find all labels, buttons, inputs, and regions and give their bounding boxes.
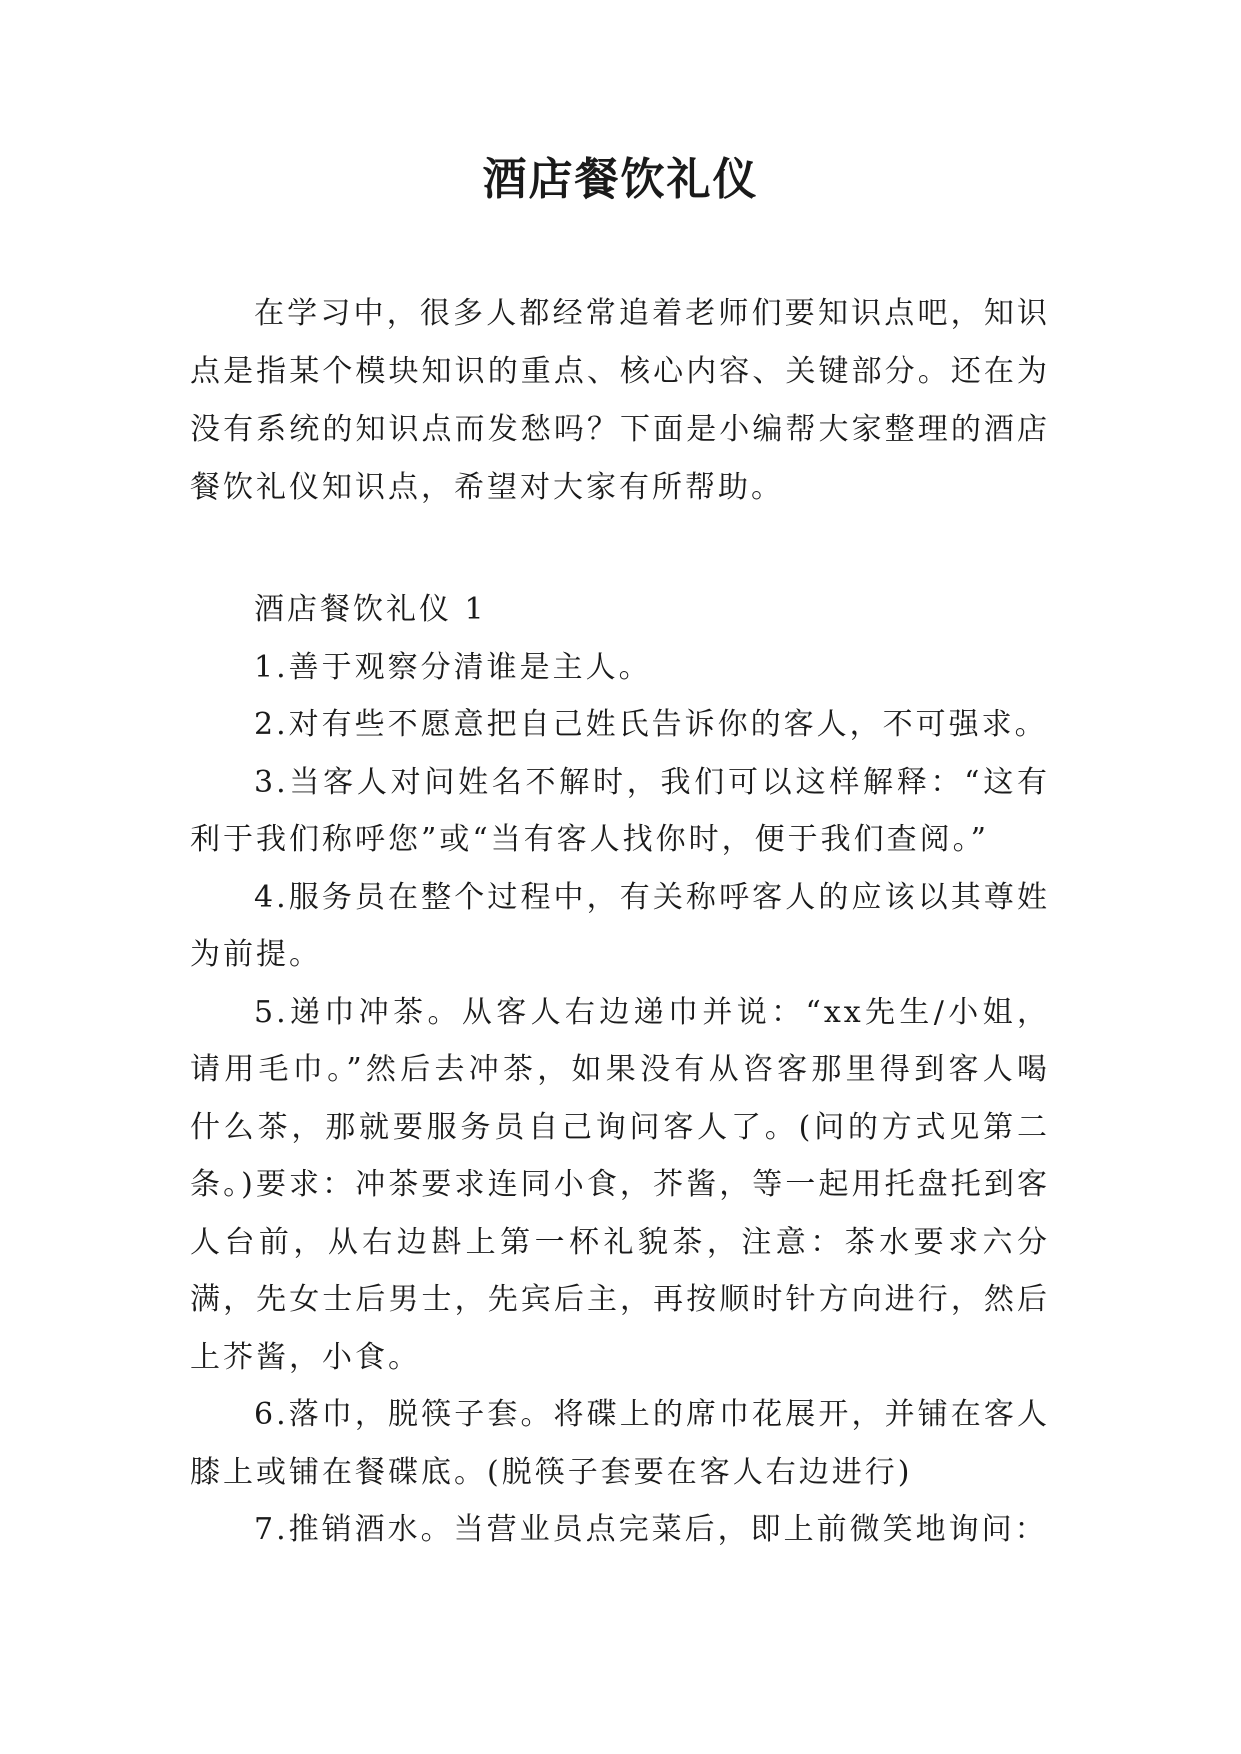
list-item: 3.当客人对问姓名不解时，我们可以这样解释：“这有利于我们称呼您”或“当有客人找你时，便于我们查阅。” bbox=[190, 764, 1050, 857]
list-item: 5.递巾冲茶。从客人右边递巾并说：“xx先生/小姐，请用毛巾。”然后去冲茶，如果没有从咨客那里得到客人喝什么茶，那就要服务员自己询问客人了。(问的方式见第二条。)要求：冲茶要求连同小食，芥酱，等一起用托盘托到客人台前，从右边斟上第一杯礼貌茶，注意：茶水要求六分满，先女士后男士，先宾后主，再按顺时针方向进行，然后上芥酱，小食。 bbox=[190, 994, 1050, 1375]
document-body bbox=[190, 285, 1050, 1559]
document-title: 酒店餐饮礼仪 bbox=[482, 154, 759, 205]
list-item: 6.落巾，脱筷子套。将碟上的席巾花展开，并铺在客人膝上或铺在餐碟底。(脱筷子套要在客人右边进行) bbox=[190, 1397, 1050, 1490]
section-heading: 酒店餐饮礼仪 1 bbox=[254, 592, 487, 627]
list-item: 4.服务员在整个过程中，有关称呼客人的应该以其尊姓为前提。 bbox=[190, 879, 1050, 972]
list-item: 7.推销酒水。当营业员点完菜后，即上前微笑地询问： bbox=[254, 1512, 1048, 1547]
intro-paragraph: 在学习中，很多人都经常追着老师们要知识点吧，知识点是指某个模块知识的重点、核心内容、关键部分。还在为没有系统的知识点而发愁吗？下面是小编帮大家整理的酒店餐饮礼仪知识点，希望对大家有所帮助。 bbox=[190, 296, 1050, 505]
list-item: 2.对有些不愿意把自己姓氏告诉你的客人，不可强求。 bbox=[254, 707, 1048, 742]
list-item: 1.善于观察分清谁是主人。 bbox=[254, 649, 652, 685]
